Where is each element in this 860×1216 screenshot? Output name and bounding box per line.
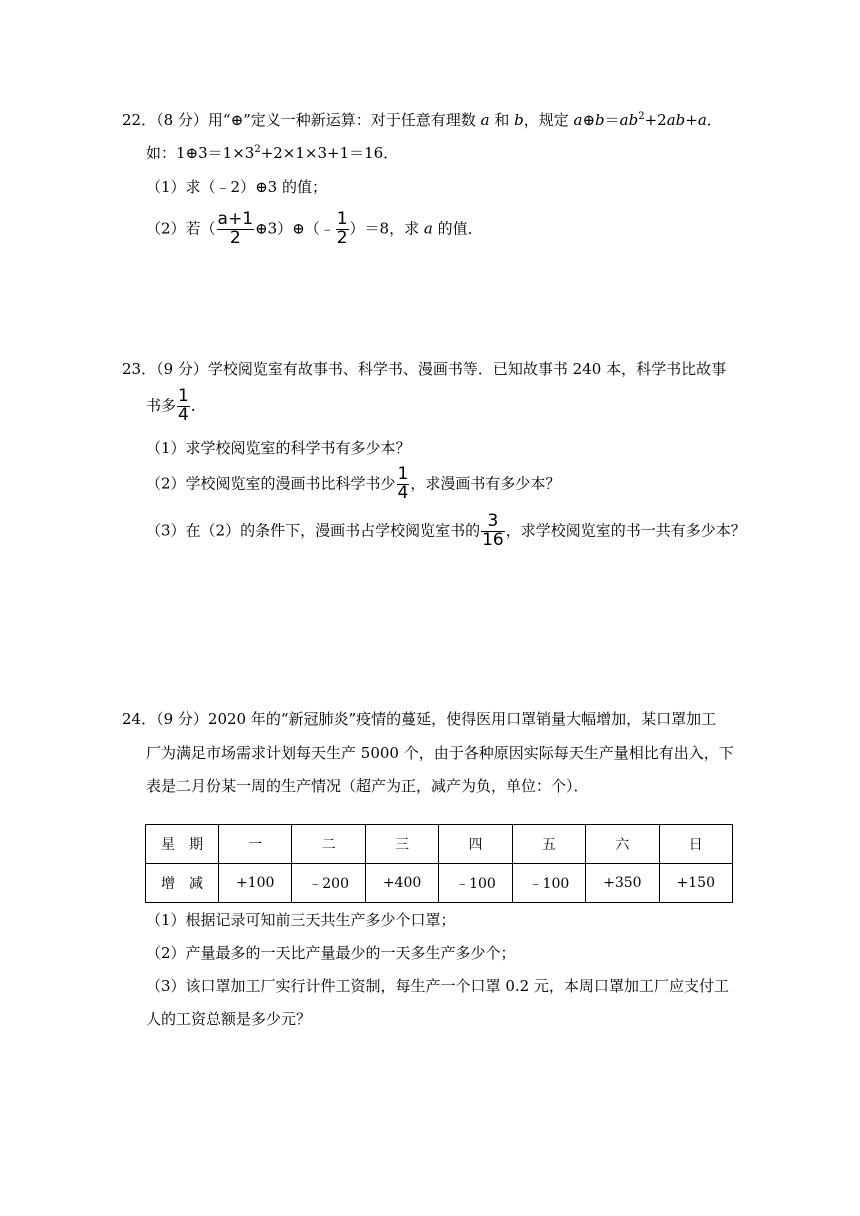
table-cell-day: 二 — [292, 825, 365, 864]
row-header-weekday: 星 期 — [146, 825, 219, 864]
table-cell-value: ﹣100 — [439, 864, 512, 903]
production-table — [145, 824, 733, 903]
example-exp: 2 — [254, 144, 261, 155]
table-cell-day: 五 — [512, 825, 585, 864]
formula-ab: ab — [619, 111, 639, 129]
sub3-pre: （3）在（2）的条件下，漫画书占学校阅览室书的 — [146, 521, 481, 540]
frac-numerator: a+1 — [217, 209, 254, 229]
formula-period: ． — [706, 111, 722, 129]
table-cell-value: +150 — [659, 864, 732, 903]
example-text: 如：1⊕3＝1×3 — [146, 144, 255, 162]
formula-exp: 2 — [638, 111, 645, 122]
formula-ab2: ab — [666, 111, 686, 129]
formula-a: a — [573, 111, 583, 129]
q23-sub2 — [146, 466, 560, 503]
table-cell-value: ﹣100 — [512, 864, 585, 903]
frac-denominator: 16 — [482, 529, 504, 550]
table-cell-value: +400 — [365, 864, 438, 903]
fraction-1-over-4 — [177, 388, 190, 425]
example-tail: +2×1×3+1＝16． — [260, 144, 399, 162]
formula-op: ⊕ — [582, 111, 596, 129]
q22-score-intro: （8 分）用“⊕”定义一种新运算：对于任意有理数 — [156, 111, 481, 129]
q24-line1: 24．（9 分）2020 年的“新冠肺炎”疫情的蔓延，使得医用口罩销量大幅增加，某口罩加工 — [122, 710, 717, 728]
q22-and: 和 — [489, 111, 515, 129]
table-cell-value: ﹣200 — [292, 864, 365, 903]
q22-sub1: （1）求（﹣2）⊕3 的值； — [146, 178, 327, 196]
table-cell-value: +350 — [586, 864, 659, 903]
sub2-post: ）＝8，求 — [349, 219, 424, 238]
table-cell-day: 一 — [219, 825, 292, 864]
fraction-3-over-16 — [481, 513, 505, 550]
line2-pre: 书多 — [146, 396, 177, 415]
q23-sub3 — [146, 513, 746, 550]
sub2-mid: ⊕3）⊕（﹣ — [255, 219, 335, 238]
q23-line2 — [146, 388, 206, 425]
formula-b: b — [595, 111, 605, 129]
formula-eq: ＝ — [604, 111, 620, 129]
q23-line1: 23．（9 分）学校阅览室有故事书、科学书、漫画书等．已知故事书 240 本，科学书比故事 — [122, 360, 727, 378]
q22-formula — [573, 111, 721, 129]
q24-sub2: （2）产量最多的一天比产量最少的一天多生产多少个； — [146, 944, 516, 962]
formula-a2: a — [697, 111, 707, 129]
q22-example — [146, 146, 398, 161]
sub2-post: ，求漫画书有多少本？ — [410, 474, 561, 493]
table-cell-day: 三 — [365, 825, 438, 864]
frac-numerator: 1 — [397, 464, 409, 484]
sub3-post: ，求学校阅览室的书一共有多少本？ — [505, 521, 746, 540]
q24-sub3: （3）该口罩加工厂实行计件工资制，每生产一个口罩 0.2 元，本周口罩加工厂应支付工 — [146, 977, 729, 995]
formula-plus2: +2 — [644, 111, 667, 129]
table-cell-value: +100 — [219, 864, 292, 903]
table-cell-day: 四 — [439, 825, 512, 864]
q22-line1 — [122, 113, 722, 128]
fraction-1-over-4 — [397, 466, 410, 503]
table-row-changes — [146, 864, 733, 903]
table-cell-day: 日 — [659, 825, 732, 864]
q22-var-b: b — [514, 111, 524, 129]
q22-rule-intro: ，规定 — [523, 111, 574, 129]
frac-denominator: 4 — [397, 482, 409, 503]
table-cell-day: 六 — [586, 825, 659, 864]
q22-number: 22． — [122, 111, 157, 129]
q22-var-a: a — [480, 111, 490, 129]
q22-sub2 — [146, 211, 483, 248]
frac-denominator: 4 — [178, 404, 189, 425]
q24-sub1: （1）根据记录可知前三天共生产多少个口罩； — [146, 911, 456, 929]
frac-denominator: 2 — [229, 227, 241, 248]
fraction-1-over-2 — [336, 211, 349, 248]
formula-plus: + — [685, 111, 698, 129]
frac-numerator: 1 — [178, 386, 189, 406]
sub2-end: 的值． — [432, 219, 483, 238]
frac-numerator: 3 — [481, 513, 505, 532]
sub2-pre: （2）学校阅览室的漫画书比科学书少 — [146, 474, 396, 493]
fraction-a-plus-1-over-2 — [217, 211, 254, 248]
table-row-days — [146, 825, 733, 864]
sub2-var-a: a — [423, 219, 433, 238]
q24-sub3-continued: 人的工资总额是多少元？ — [146, 1010, 312, 1028]
line2-post: ． — [190, 396, 206, 415]
frac-numerator: 1 — [336, 209, 348, 229]
q24-line3: 表是二月份某一周的生产情况（超产为正，减产为负，单位：个）． — [146, 777, 589, 795]
q24-line2: 厂为满足市场需求计划每天生产 5000 个，由于各种原因实际每天生产量相比有出入，下 — [146, 744, 734, 762]
q23-sub1: （1）求学校阅览室的科学书有多少本？ — [146, 439, 411, 457]
sub2-pre: （2）若（ — [146, 219, 216, 238]
frac-denominator: 2 — [336, 227, 348, 248]
row-header-change: 增 减 — [146, 864, 219, 903]
